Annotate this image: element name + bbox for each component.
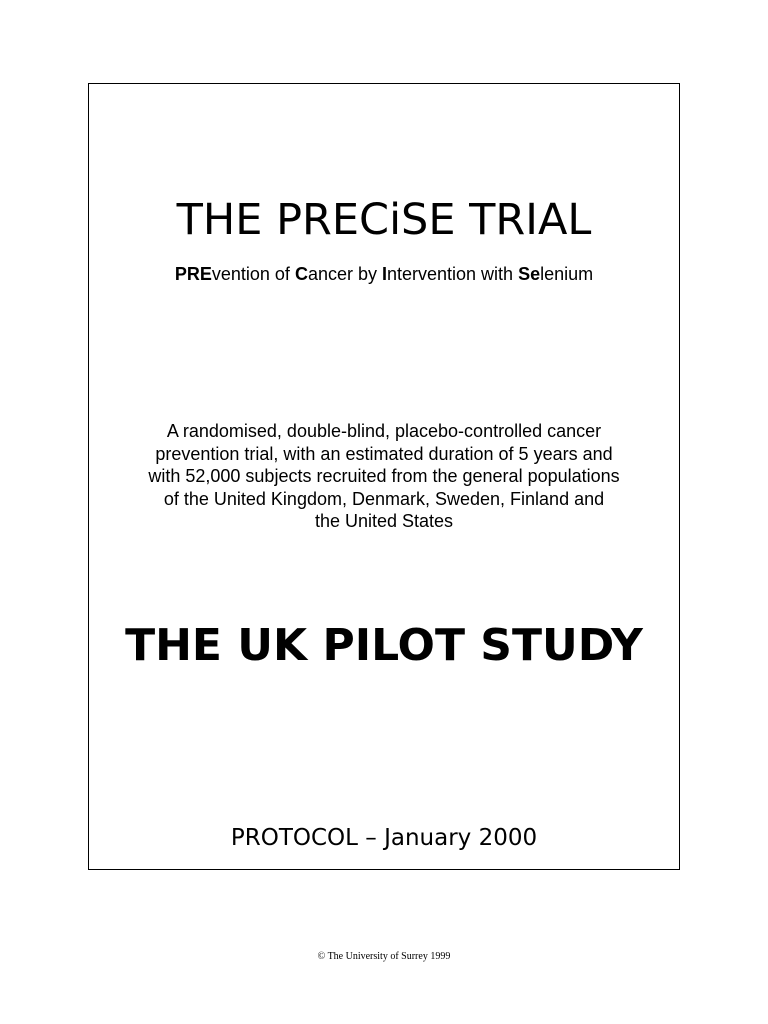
acronym-expansion xyxy=(0,263,768,285)
acronym-part-bold: Se xyxy=(518,264,541,284)
trial-description xyxy=(100,420,668,533)
acronym-part-rest: vention of xyxy=(211,264,295,284)
acronym-part-rest: lenium xyxy=(540,264,594,284)
description-line: with 52,000 subjects recruited from the general populations xyxy=(148,466,620,486)
acronym-part-bold: PRE xyxy=(174,264,212,284)
acronym-part-bold: I xyxy=(381,264,387,284)
description-line: the United States xyxy=(314,511,454,531)
acronym-part-rest: ntervention with xyxy=(387,264,519,284)
study-name-heading: THE UK PILOT STUDY xyxy=(125,620,643,671)
description-line: A randomised, double-blind, placebo-controlled cancer xyxy=(166,421,602,441)
copyright-notice: © The University of Surrey 1999 xyxy=(317,951,451,962)
acronym-part-rest: ancer by xyxy=(307,264,382,284)
protocol-date: PROTOCOL – January 2000 xyxy=(230,825,538,851)
description-line: of the United Kingdom, Denmark, Sweden, Finland and xyxy=(163,488,605,509)
acronym-part-bold: C xyxy=(294,264,308,284)
trial-title: THE PRECiSE TRIAL xyxy=(176,195,592,245)
description-line: prevention trial, with an estimated duration of 5 years and xyxy=(155,443,613,464)
